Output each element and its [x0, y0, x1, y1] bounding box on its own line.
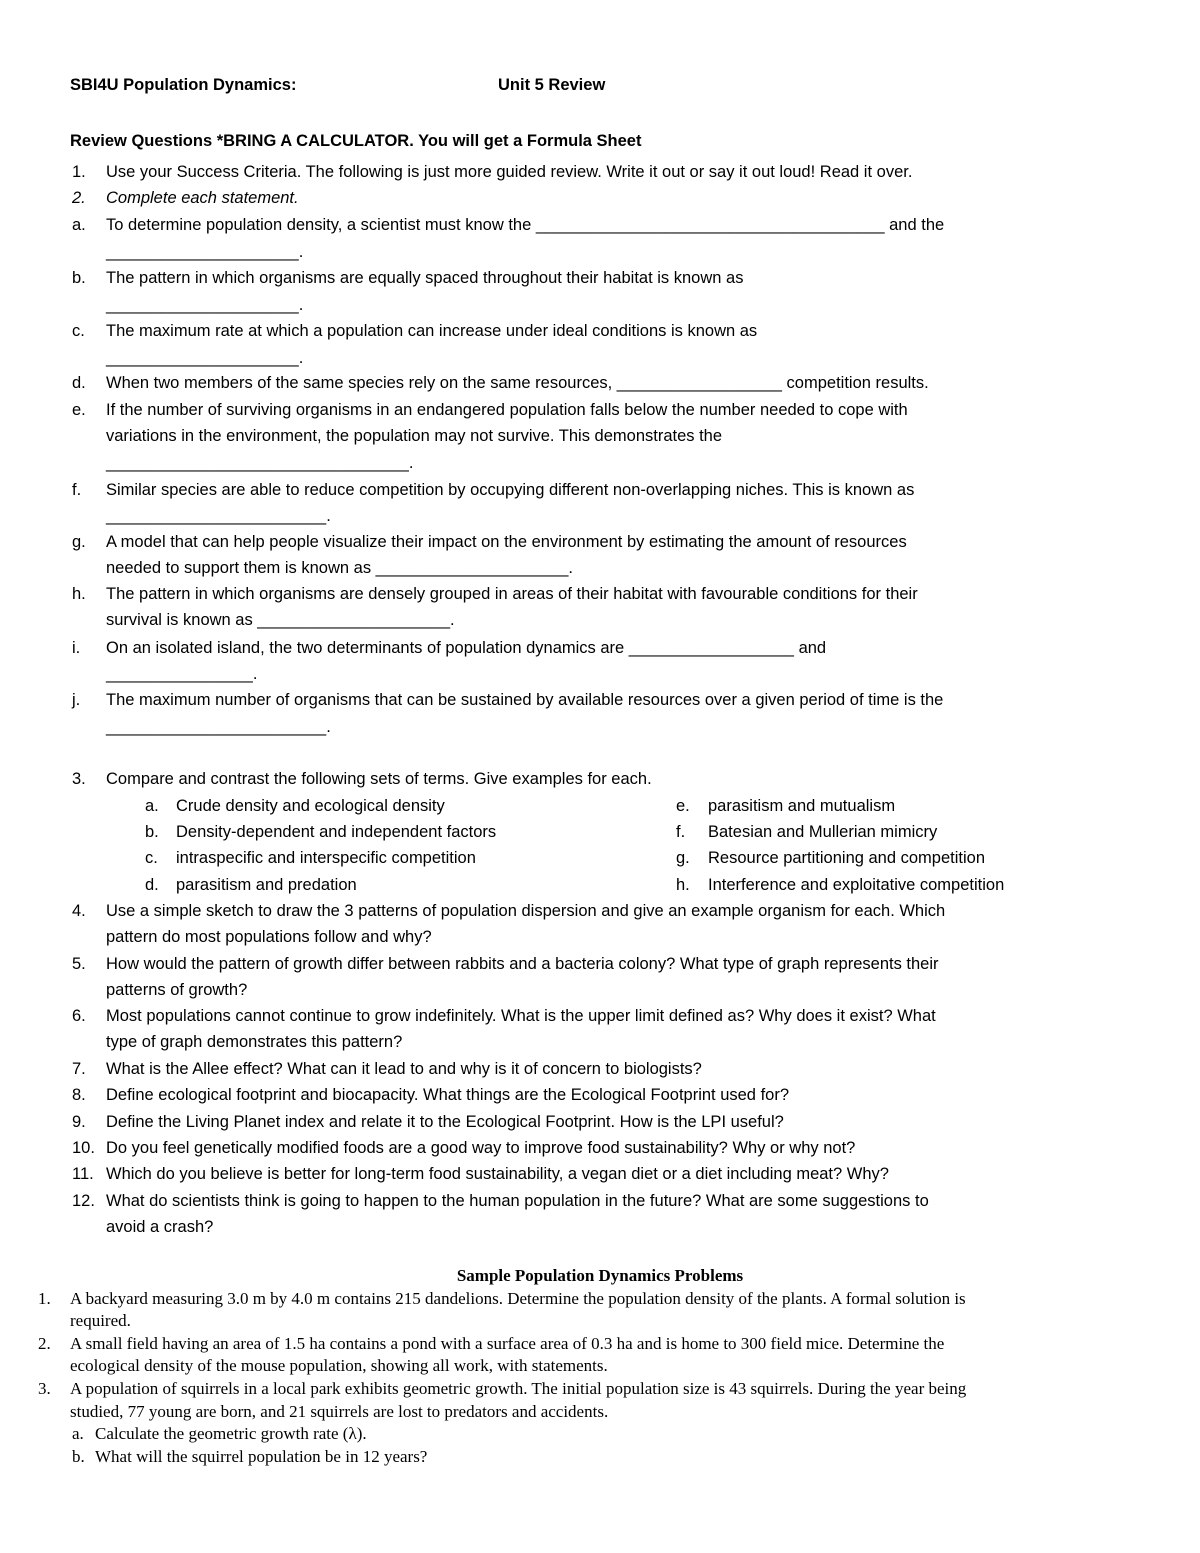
statement-line: When two members of the same species rely on the same resources, __________________ competition results.: [106, 374, 929, 392]
question-text: Which do you believe is better for long-term food sustainability, a vegan diet or a diet including meat? Why?: [106, 1165, 889, 1183]
statement-letter: d.: [72, 374, 86, 392]
question-text: Use a simple sketch to draw the 3 patterns of population dispersion and give an example organism for each. Which: [106, 902, 946, 920]
course-title: SBI4U Population Dynamics:: [70, 76, 297, 94]
problem-text: required.: [70, 1311, 131, 1330]
question-number: 1.: [72, 163, 86, 181]
statement-line: If the number of surviving organisms in an endangered population falls below the number needed to cope with: [106, 401, 908, 419]
question-text: Do you feel genetically modified foods are a good way to improve food sustainability? Why or why not?: [106, 1139, 856, 1157]
statement-line: needed to support them is known as _____________________.: [106, 559, 573, 577]
statement-line: To determine population density, a scientist must know the ______________________________________ and the: [106, 216, 945, 234]
question-number: 7.: [72, 1060, 86, 1078]
term-letter: a.: [145, 797, 159, 815]
term-text: parasitism and predation: [176, 876, 357, 894]
statement-letter: a.: [72, 216, 86, 234]
question-number: 8.: [72, 1086, 86, 1104]
term-text: Density-dependent and independent factors: [176, 823, 497, 841]
question-text: Define ecological footprint and biocapacity. What things are the Ecological Footprint used for?: [106, 1086, 790, 1104]
question-text: type of graph demonstrates this pattern?: [106, 1033, 403, 1051]
question-text: patterns of growth?: [106, 981, 248, 999]
term-letter: f.: [676, 823, 686, 841]
subproblem-text: Calculate the geometric growth rate (λ).: [95, 1424, 367, 1443]
statement-line: ________________________.: [106, 507, 331, 525]
question-text: What do scientists think is going to happen to the human population in the future? What are some suggestions to: [106, 1192, 929, 1210]
question-text: Most populations cannot continue to grow indefinitely. What is the upper limit defined as? Why does it exist? What: [106, 1007, 936, 1025]
question-text: What is the Allee effect? What can it lead to and why is it of concern to biologists?: [106, 1060, 702, 1078]
term-letter: b.: [145, 823, 159, 841]
question-number: 2.: [72, 189, 86, 207]
question-number: 11.: [72, 1165, 94, 1183]
statement-letter: b.: [72, 269, 86, 287]
statement-line: The pattern in which organisms are equally spaced throughout their habitat is known as: [106, 269, 744, 287]
question-number: 5.: [72, 955, 86, 973]
question-text: avoid a crash?: [106, 1218, 214, 1236]
statement-line: ________________________.: [106, 718, 331, 736]
question-text: Compare and contrast the following sets of terms. Give examples for each.: [106, 770, 652, 788]
statement-letter: g.: [72, 533, 86, 551]
term-letter: g.: [676, 849, 690, 867]
term-letter: e.: [676, 797, 690, 815]
question-text: Complete each statement.: [106, 189, 299, 207]
question-number: 6.: [72, 1007, 86, 1025]
problem-text: studied, 77 young are born, and 21 squirrels are lost to predators and accidents.: [70, 1402, 609, 1421]
question-text: Define the Living Planet index and relate it to the Ecological Footprint. How is the LPI useful?: [106, 1113, 784, 1131]
statement-letter: e.: [72, 401, 86, 419]
problem-text: A backyard measuring 3.0 m by 4.0 m contains 215 dandelions. Determine the population density of the plants. A formal solution is: [70, 1289, 966, 1308]
term-text: intraspecific and interspecific competition: [176, 849, 476, 867]
problem-number: 3.: [38, 1379, 51, 1398]
term-letter: c.: [145, 849, 158, 867]
statement-line: ________________.: [106, 665, 258, 683]
question-number: 12.: [72, 1192, 95, 1210]
term-text: Crude density and ecological density: [176, 797, 445, 815]
subproblem-letter: b.: [72, 1447, 85, 1466]
term-letter: h.: [676, 876, 690, 894]
problem-text: A small field having an area of 1.5 ha contains a pond with a surface area of 0.3 ha and is home to 300 field mice. Determine the: [70, 1334, 945, 1353]
statement-letter: f.: [72, 481, 82, 499]
review-heading: Review Questions *BRING A CALCULATOR. You will get a Formula Sheet: [70, 132, 642, 150]
subproblem-text: What will the squirrel population be in 12 years?: [95, 1447, 428, 1466]
question-text: pattern do most populations follow and why?: [106, 928, 432, 946]
unit-title: Unit 5 Review: [498, 76, 606, 94]
statement-line: _____________________.: [106, 243, 304, 261]
statement-line: The maximum rate at which a population can increase under ideal conditions is known as: [106, 322, 758, 340]
term-text: Resource partitioning and competition: [708, 849, 985, 867]
statement-line: _____________________.: [106, 296, 304, 314]
problem-number: 2.: [38, 1334, 51, 1353]
statement-line: _____________________.: [106, 349, 304, 367]
statement-line: variations in the environment, the population may not survive. This demonstrates the: [106, 427, 723, 445]
problem-text: A population of squirrels in a local park exhibits geometric growth. The initial population size is 43 squirrels. During the year being: [70, 1379, 967, 1398]
statement-line: The pattern in which organisms are densely grouped in areas of their habitat with favourable conditions for their: [106, 585, 918, 603]
question-number: 3.: [72, 770, 86, 788]
statement-letter: c.: [72, 322, 85, 340]
statement-line: A model that can help people visualize their impact on the environment by estimating the amount of resources: [106, 533, 907, 551]
statement-letter: j.: [72, 691, 81, 709]
question-number: 10.: [72, 1139, 95, 1157]
term-text: parasitism and mutualism: [708, 797, 896, 815]
statement-letter: i.: [72, 639, 81, 657]
term-text: Batesian and Mullerian mimicry: [708, 823, 938, 841]
subproblem-letter: a.: [72, 1424, 84, 1443]
problem-text: ecological density of the mouse population, showing all work, with statements.: [70, 1356, 608, 1375]
statement-line: _________________________________.: [106, 454, 414, 472]
question-number: 9.: [72, 1113, 86, 1131]
term-letter: d.: [145, 876, 159, 894]
statement-letter: h.: [72, 585, 86, 603]
question-text: How would the pattern of growth differ between rabbits and a bacteria colony? What type of graph represents their: [106, 955, 939, 973]
statement-line: The maximum number of organisms that can be sustained by available resources over a given period of time is the: [106, 691, 944, 709]
sample-problems-title: Sample Population Dynamics Problems: [456, 1266, 744, 1285]
question-number: 4.: [72, 902, 86, 920]
statement-line: On an isolated island, the two determinants of population dynamics are __________________ and: [106, 639, 827, 657]
question-text: Use your Success Criteria. The following is just more guided review. Write it out or say it out loud! Read it over.: [106, 163, 913, 181]
term-text: Interference and exploitative competition: [708, 876, 1005, 894]
problem-number: 1.: [38, 1289, 51, 1308]
statement-line: Similar species are able to reduce competition by occupying different non-overlapping niches. This is known as: [106, 481, 915, 499]
statement-line: survival is known as _____________________.: [106, 611, 455, 629]
